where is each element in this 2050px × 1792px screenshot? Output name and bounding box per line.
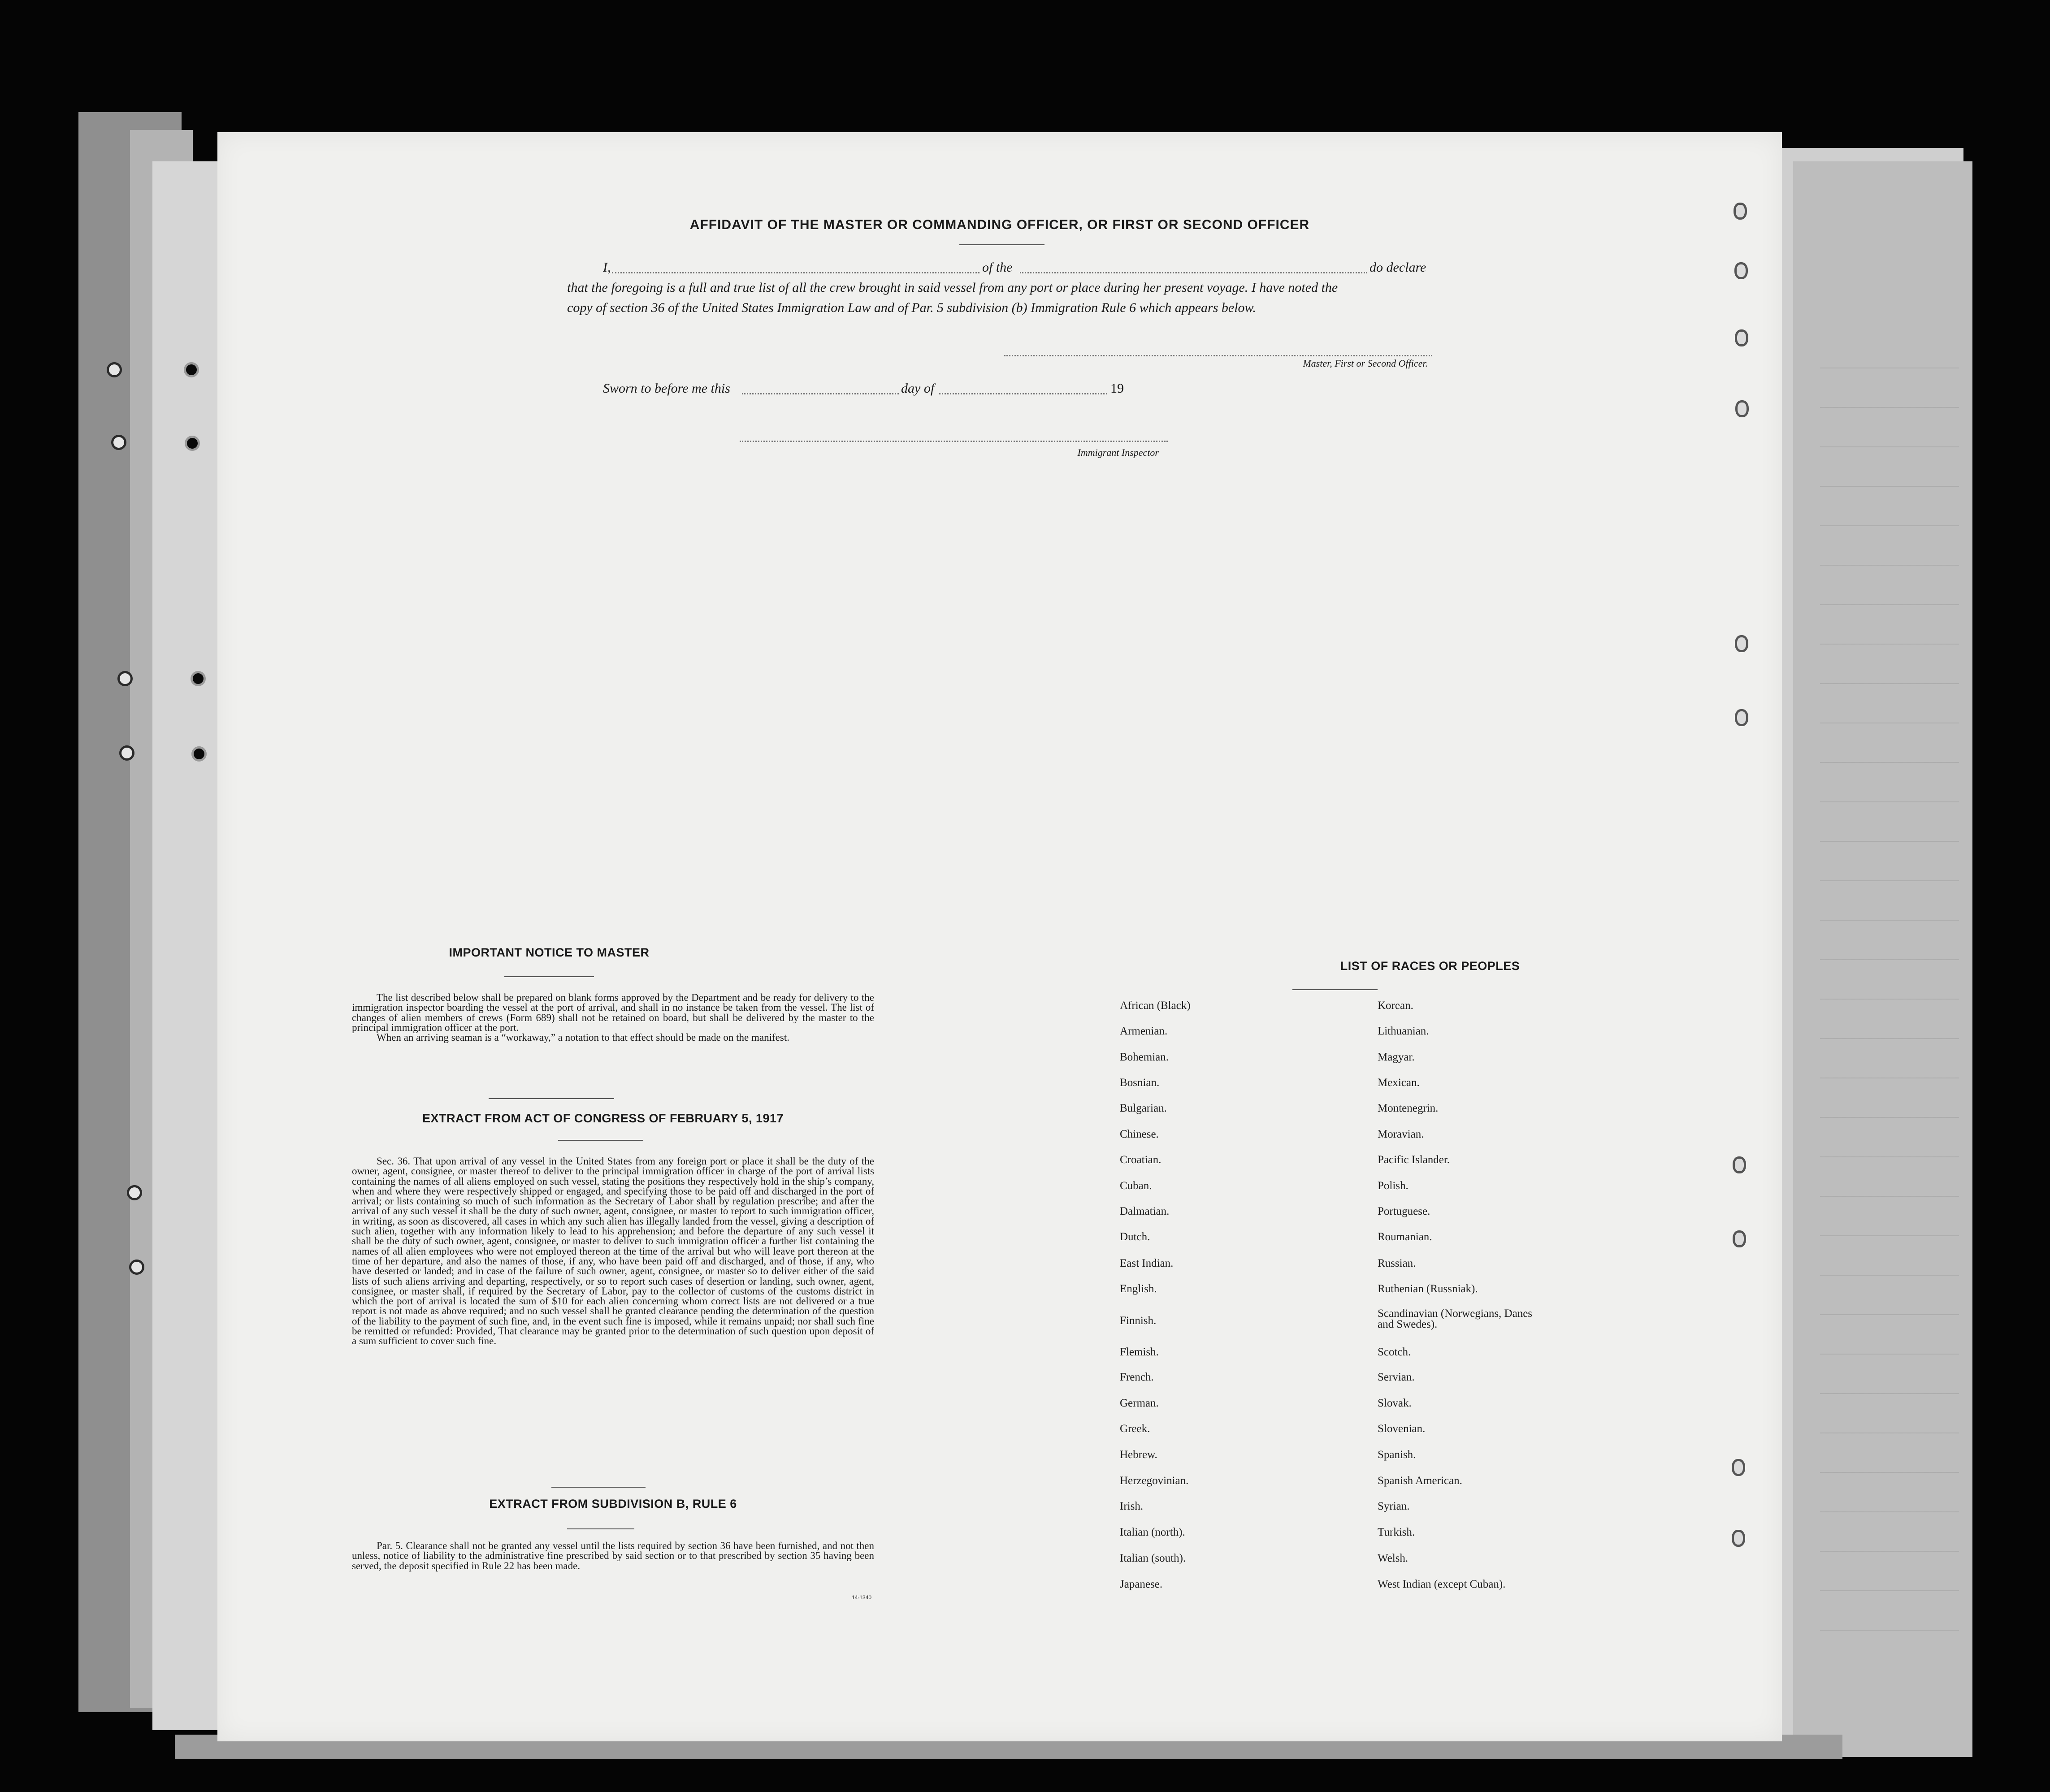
race-item-left: Armenian. [1120, 1025, 1168, 1037]
affidavit-page [217, 132, 1782, 1741]
race-item-left: Bosnian. [1120, 1077, 1160, 1089]
race-item-right: West Indian (except Cuban). [1378, 1578, 1506, 1590]
notice-body [352, 993, 874, 1043]
sworn-month-field[interactable] [939, 393, 1107, 394]
form-number: 14-1340 [852, 1594, 872, 1601]
race-item-left: East Indian. [1120, 1257, 1174, 1269]
section-divider [551, 1487, 646, 1488]
race-item-right: Spanish American. [1378, 1475, 1462, 1487]
race-item-right: Scotch. [1378, 1346, 1411, 1358]
binder-hole [127, 1185, 142, 1200]
declare-do-text: do declare [1370, 260, 1426, 275]
race-item-left: French. [1120, 1371, 1154, 1383]
declare-of-text: of the [982, 260, 1013, 275]
inspector-caption: Immigrant Inspector [1077, 447, 1159, 458]
race-item-right: Korean. [1378, 1000, 1413, 1012]
race-item-right: Turkish. [1378, 1526, 1415, 1538]
binder-hole [119, 745, 134, 761]
race-item-right: Moravian. [1378, 1128, 1424, 1140]
race-item-right: Slovenian. [1378, 1423, 1426, 1435]
binder-hole [185, 436, 200, 451]
binder-hole [1732, 1530, 1745, 1547]
binder-hole [1735, 635, 1748, 652]
extract-rule-text: Par. 5. Clearance shall not be granted any vessel until the lists required by section 36 have been furnished, and not then unless, notice of liability to the administrative fine prescribed by said section or to that prescribed by section 35 having been served, the deposit specified in Rule 22 has been made. [352, 1540, 874, 1571]
races-underline [1292, 989, 1378, 990]
binder-hole [1734, 262, 1748, 279]
race-item-right: Welsh. [1378, 1552, 1409, 1564]
race-item-left: Italian (north). [1120, 1526, 1185, 1538]
affidavit-title: AFFIDAVIT OF THE MASTER OR COMMANDING OFFICER, OR FIRST OR SECOND OFFICER [689, 217, 1310, 232]
binder-hole [1735, 709, 1748, 726]
notice-title: IMPORTANT NOTICE TO MASTER [449, 946, 650, 959]
master-name-field[interactable] [612, 272, 979, 273]
race-item-left: Chinese. [1120, 1128, 1159, 1140]
binder-hole [1735, 400, 1749, 417]
declare-I-text: I, [603, 260, 611, 275]
race-item-right: Scandinavian (Norwegians, Danes and Swedes). [1378, 1307, 1533, 1330]
race-item-right: Portuguese. [1378, 1205, 1430, 1217]
race-item-left: Japanese. [1120, 1578, 1163, 1590]
race-item-left: Dutch. [1120, 1231, 1150, 1243]
binder-hole [191, 671, 206, 686]
race-item-left: English. [1120, 1283, 1157, 1295]
sworn-text: Sworn to before me this [603, 381, 730, 396]
bleed-through-grid [1820, 368, 1959, 1667]
race-item-left: Hebrew. [1120, 1449, 1157, 1461]
master-signature-caption: Master, First or Second Officer. [1303, 358, 1428, 369]
race-item-left: Greek. [1120, 1423, 1150, 1435]
binder-hole [1733, 1230, 1746, 1247]
extract-act-body [352, 1156, 874, 1346]
binder-hole [1735, 329, 1748, 346]
race-item-right: Mexican. [1378, 1077, 1420, 1089]
vessel-name-field[interactable] [1020, 272, 1367, 273]
race-item-right: Ruthenian (Russniak). [1378, 1283, 1478, 1295]
race-item-right: Syrian. [1378, 1500, 1410, 1512]
race-item-left: Bohemian. [1120, 1051, 1169, 1063]
title-underline [959, 244, 1045, 245]
race-item-left: Croatian. [1120, 1154, 1162, 1166]
extract-rule-underline [567, 1528, 634, 1529]
binder-hole [111, 435, 126, 450]
binder-hole [117, 671, 133, 686]
race-item-left: Flemish. [1120, 1346, 1159, 1358]
extract-rule-title: EXTRACT FROM SUBDIVISION B, RULE 6 [489, 1497, 737, 1511]
race-item-left: Bulgarian. [1120, 1102, 1167, 1114]
binder-hole [1732, 1459, 1745, 1476]
binder-hole [1733, 1156, 1746, 1173]
race-item-left: Herzegovinian. [1120, 1475, 1189, 1487]
binder-hole [184, 362, 199, 377]
race-item-left: Irish. [1120, 1500, 1144, 1512]
extract-act-title: EXTRACT FROM ACT OF CONGRESS OF FEBRUARY 5, 1917 [422, 1112, 784, 1125]
race-item-right: Montenegrin. [1378, 1102, 1439, 1114]
race-item-left: Dalmatian. [1120, 1205, 1170, 1217]
sworn-year-text: 19 [1110, 381, 1124, 396]
background-sheet [152, 161, 220, 1730]
sworn-day-field[interactable] [742, 393, 899, 394]
race-item-right: Russian. [1378, 1257, 1416, 1269]
races-title: LIST OF RACES OR PEOPLES [1340, 959, 1520, 973]
notice-underline [504, 976, 594, 977]
race-item-right: Polish. [1378, 1180, 1409, 1192]
race-item-right: Pacific Islander. [1378, 1154, 1450, 1166]
notice-paragraph-1: The list described below shall be prepared on blank forms approved by the Department and be ready for delivery to the immigration inspector boarding the vessel at the port of arrival, and shall in no instance be taken from the vessel. The list of changes of alien members of crews (Form 689) shall not be retained on board, but shall be delivered by the master to the principal immigration officer at the port. [352, 992, 874, 1033]
sworn-day-of-text: day of [901, 381, 935, 396]
inspector-signature-field[interactable] [740, 441, 1168, 442]
race-item-right: Slovak. [1378, 1397, 1412, 1409]
race-item-left: Cuban. [1120, 1180, 1152, 1192]
notice-paragraph-2: When an arriving seaman is a “workaway,” a notation to that effect should be made on the manifest. [377, 1032, 789, 1043]
binder-hole [107, 362, 122, 377]
master-signature-field[interactable] [1004, 355, 1432, 356]
declaration-line-3: copy of section 36 of the United States Immigration Law and of Par. 5 subdivision (b) Immigration Rule 6 which appears below. [567, 300, 1256, 315]
race-item-right: Spanish. [1378, 1449, 1416, 1461]
race-item-left: Italian (south). [1120, 1552, 1186, 1564]
race-item-right: Lithuanian. [1378, 1025, 1429, 1037]
race-item-left: Finnish. [1120, 1315, 1157, 1327]
race-item-right: Magyar. [1378, 1051, 1415, 1063]
binder-hole [129, 1260, 144, 1275]
race-item-right: Roumanian. [1378, 1231, 1432, 1243]
race-item-right: Servian. [1378, 1371, 1415, 1383]
extract-act-underline [558, 1140, 643, 1141]
section-divider [489, 1098, 614, 1099]
declaration-line-2: that the foregoing is a full and true list of all the crew brought in said vessel from any port or place during her present voyage. I have noted the [567, 280, 1338, 295]
extract-rule-body [352, 1541, 874, 1571]
extract-act-text: Sec. 36. That upon arrival of any vessel in the United States from any foreign port or place it shall be the duty of the owner, agent, consignee, or master thereof to deliver to the principal immigration officer in charge of the port of arrival lists containing the names of all aliens employed on such vessel, stating the positions they respectively hold in the ship’s company, when and where they were respectively shipped or engaged, and specifying those to be paid off and discharged in the port of arrival; or lists containing so much of such information as the Secretary of Labor shall by regulation prescribe; and after the arrival of any such vessel it shall be the duty of such owner, agent, consignee, or master to report to such immigration officer, in writing, as soon as discovered, all cases in which any such alien has illegally landed from the vessel, giving a description of such alien, together with any information likely to lead to his apprehension; and before the departure of any such vessel it shall be the duty of such owner, agent, consignee, or master to deliver to such immigration officer a further list containing the names of all alien employees who were not employed thereon at the time of the arrival but who will leave port thereon at the time of her departure, and also the names of those, if any, who have been paid off and discharged, and of those, if any, who have deserted or landed; and in case of the failure of such owner, agent, consignee, or master so to deliver either of the said lists of such aliens arriving and departing, respectively, or so to report such cases of desertion or landing, such owner, agent, consignee, or master shall, if required by the Secretary of Labor, pay to the collector of customs of the customs district in which the port of arrival is located the sum of $10 for each alien concerning whom correct lists are not delivered or a true report is not made as above required; and no such vessel shall be granted clearance pending the determination of the question of the liability to the payment of such fine, and, in the event such fine is imposed, while it remains unpaid; nor shall such fine be remitted or refunded: Provided, That clearance may be granted prior to the determination of such question upon deposit of a sum sufficient to cover such fine. [352, 1156, 874, 1347]
race-item-left: German. [1120, 1397, 1159, 1409]
binder-hole [191, 746, 207, 762]
race-item-left: African (Black) [1120, 1000, 1191, 1012]
